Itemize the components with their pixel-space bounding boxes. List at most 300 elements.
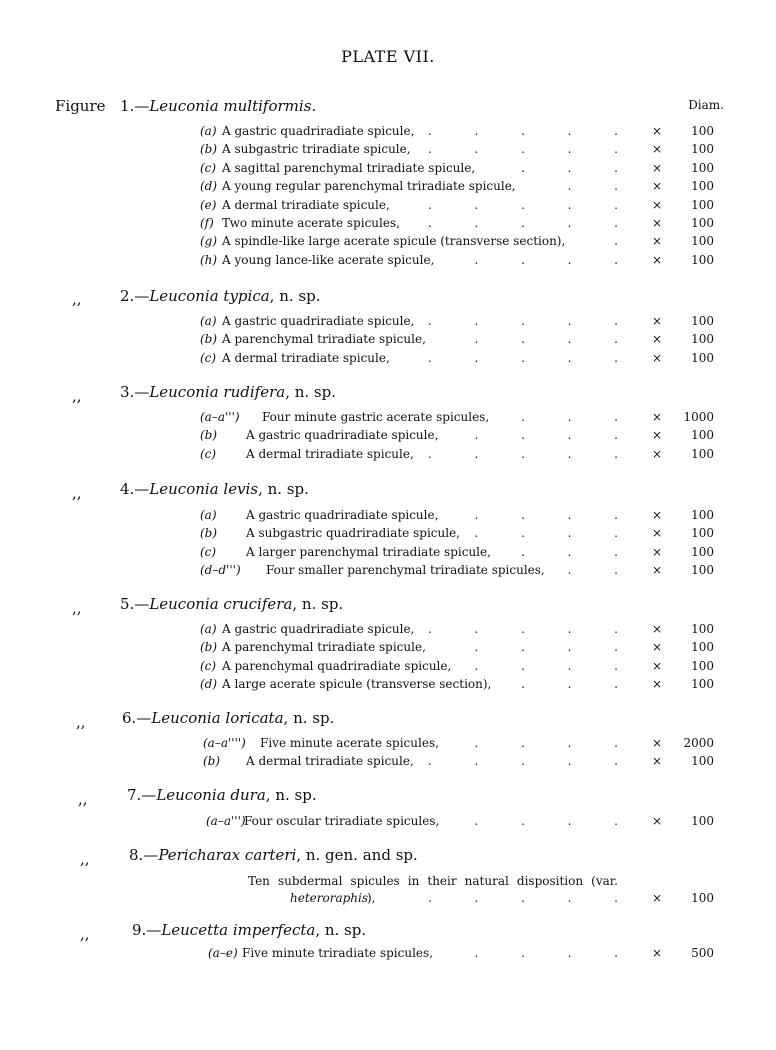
leader-dots [428, 351, 618, 365]
magnification: 100 [691, 252, 714, 267]
times-sign: × [652, 216, 663, 230]
dot: . [614, 142, 618, 157]
dot: . [614, 622, 618, 636]
times-sign: × [652, 234, 663, 249]
spicule-row [0, 253, 776, 271]
item-label: (b) [200, 640, 218, 655]
dot: . [521, 946, 525, 960]
ditto-mark: ,, [78, 790, 88, 808]
leader-dots [428, 622, 618, 636]
ditto-mark: ,, [76, 713, 86, 731]
times-sign: × [652, 544, 663, 559]
times-sign: × [652, 658, 663, 673]
figure-number: 1.— [120, 97, 150, 115]
dot: . [567, 446, 572, 461]
dot: . [614, 428, 618, 443]
leader-dots [428, 410, 618, 424]
times-sign: × [652, 446, 663, 461]
item-description: Four oscular triradiate spicules, [244, 814, 440, 828]
species-suffix: , n. sp. [285, 383, 336, 401]
dot: . [474, 658, 479, 673]
dot: . [614, 410, 618, 424]
item-description: Five minute acerate spicules, [260, 736, 439, 750]
species-name: Leuconia loricata [151, 709, 284, 727]
magnification: 100 [691, 179, 714, 194]
item-description: A dermal triradiate spicule, [222, 350, 390, 365]
dot: . [474, 736, 479, 750]
item-label: (d) [200, 677, 218, 692]
dot: . [428, 891, 432, 905]
dot: . [567, 946, 572, 960]
figure-number: 5.— [120, 595, 150, 613]
dot: . [614, 446, 618, 461]
dot: . [521, 446, 525, 461]
leader-dots [428, 736, 618, 750]
item-description: A young lance-like acerate spicule, [222, 252, 435, 267]
dot: . [614, 736, 618, 750]
spicule-row [0, 563, 776, 581]
dot: . [521, 410, 525, 424]
dot: . [428, 142, 432, 157]
leader-dots [428, 508, 618, 522]
species-name: Leuconia multiformis. [149, 97, 317, 115]
figure-1-heading [120, 97, 316, 115]
item-label: (c) [200, 658, 217, 673]
spicule-row [0, 351, 776, 369]
dot: . [567, 526, 572, 541]
item-description: A gastric quadriradiate spicule, [222, 124, 415, 138]
dot: . [567, 622, 572, 636]
dot: . [474, 142, 479, 157]
spicule-row [0, 314, 776, 332]
spicule-row [0, 814, 776, 832]
spicule-row [0, 410, 776, 428]
dot: . [474, 814, 479, 828]
dot: . [614, 544, 618, 559]
item-description: A young regular parenchymal triradiate spicule, [222, 179, 516, 194]
magnification: 100 [691, 350, 714, 365]
dot: . [474, 124, 479, 138]
item-description: A sagittal parenchymal triradiate spicule, [222, 160, 476, 175]
times-sign: × [652, 160, 663, 175]
dot: . [521, 160, 525, 175]
leader-dots [428, 161, 618, 175]
times-sign: × [652, 197, 663, 212]
spicule-row [0, 508, 776, 526]
leader-dots [428, 216, 618, 230]
magnification: 100 [691, 891, 714, 905]
species-suffix: , n. sp. [283, 709, 335, 727]
leader-dots [428, 447, 618, 461]
spicule-row [0, 332, 776, 350]
times-sign: × [652, 508, 663, 522]
item-description: A dermal triradiate spicule, [246, 446, 414, 461]
dot: . [614, 350, 618, 365]
times-sign: × [652, 677, 663, 692]
species-suffix: , n. sp. [292, 595, 344, 613]
magnification: 2000 [683, 736, 714, 750]
dot: . [428, 446, 432, 461]
item-description: A gastric quadriradiate spicule, [246, 508, 439, 522]
item-label: (c) [200, 160, 217, 175]
species-name: Leuconia crucifera [149, 595, 293, 613]
dot: . [614, 946, 618, 960]
dot: . [567, 814, 572, 828]
figure-number: 9.— [132, 921, 162, 939]
item-label: (e) [200, 197, 217, 212]
magnification: 100 [691, 814, 714, 828]
dot: . [521, 640, 525, 655]
dot: . [567, 350, 572, 365]
dot: . [474, 252, 479, 267]
dot: . [521, 754, 525, 769]
dot: . [614, 314, 618, 328]
dot: . [521, 350, 525, 365]
item-label: (a) [200, 314, 217, 328]
species-suffix: , n. sp. [258, 480, 309, 498]
dot: . [428, 124, 432, 138]
spicule-row [0, 198, 776, 216]
spicule-row [0, 142, 776, 160]
dot: . [428, 197, 432, 212]
ditto-mark: ,, [72, 290, 82, 308]
item-description: A gastric quadriradiate spicule, [222, 314, 415, 328]
magnification: 100 [691, 508, 714, 522]
leader-dots [428, 563, 618, 577]
dot: . [614, 526, 618, 541]
magnification: 100 [691, 526, 714, 541]
leader-dots [428, 754, 618, 768]
item-description: A subgastric quadriradiate spicule, [246, 526, 460, 541]
dot: . [521, 622, 525, 636]
spicule-row [0, 428, 776, 446]
item-label: (a–a''') [200, 410, 240, 424]
item-label: (a) [200, 508, 217, 522]
dot: . [521, 526, 525, 541]
figure-2-heading [120, 287, 320, 305]
dot: . [567, 160, 572, 175]
times-sign: × [652, 622, 663, 636]
dot: . [521, 142, 525, 157]
dot: . [474, 314, 479, 328]
magnification: 100 [691, 160, 714, 175]
species-name: Leuconia dura [156, 786, 266, 804]
magnification: 100 [691, 216, 714, 230]
item-description: A parenchymal triradiate spicule, [222, 332, 426, 347]
leader-dots [428, 198, 618, 212]
magnification: 1000 [683, 410, 714, 424]
dot: . [474, 428, 479, 443]
dot: . [521, 677, 525, 692]
magnification: 100 [691, 142, 714, 157]
dot: . [474, 946, 479, 960]
species-suffix: , n. sp. [315, 921, 367, 939]
dot: . [567, 640, 572, 655]
item-label: (b) [200, 142, 218, 157]
dot: . [614, 252, 618, 267]
item-description: A large acerate spicule (transverse section), [222, 677, 492, 692]
leader-dots [428, 124, 618, 138]
dot: . [614, 179, 618, 194]
dot: . [567, 736, 572, 750]
item-label: (g) [200, 234, 218, 249]
magnification: 100 [691, 640, 714, 655]
ditto-mark: ,, [72, 599, 82, 617]
times-sign: × [652, 179, 663, 194]
species-name: Leuconia rudifera [149, 383, 286, 401]
item-description: Four minute gastric acerate spicules, [262, 410, 490, 424]
item-label: (b) [200, 332, 218, 347]
figure-8-line-2 [0, 891, 776, 909]
item-label: (h) [200, 252, 218, 267]
dot: . [567, 891, 572, 905]
spicule-row [0, 677, 776, 695]
spicule-row [0, 640, 776, 658]
leader-dots [428, 179, 618, 193]
ditto-mark: ,, [72, 484, 82, 502]
times-sign: × [652, 428, 663, 443]
dot: . [474, 332, 479, 347]
leader-dots [428, 891, 618, 905]
dot: . [567, 563, 572, 578]
spicule-row [0, 736, 776, 754]
dot: . [614, 814, 618, 828]
dot: . [474, 622, 479, 636]
item-label: (a) [200, 622, 217, 636]
item-label: (a–a'''') [203, 736, 246, 750]
species-suffix: , n. sp. [265, 786, 317, 804]
dot: . [428, 350, 432, 365]
dot: . [474, 446, 479, 461]
dot: . [614, 658, 618, 673]
dot: . [521, 544, 525, 559]
species-name: Leuconia levis [149, 480, 259, 498]
dot: . [428, 314, 432, 328]
figure-8-heading [129, 846, 418, 864]
item-label: (a–a''') [206, 814, 246, 828]
item-label: (f) [200, 216, 214, 230]
times-sign: × [652, 640, 663, 655]
times-sign: × [652, 252, 663, 267]
item-label: (c) [200, 446, 217, 461]
dot: . [567, 410, 572, 424]
figure-4-heading [120, 480, 309, 498]
times-sign: × [652, 410, 663, 424]
spicule-row [0, 447, 776, 465]
magnification: 100 [691, 622, 714, 636]
spicule-row [0, 234, 776, 252]
leader-dots [428, 545, 618, 559]
item-description: Five minute triradiate spicules, [242, 946, 434, 960]
dot: . [521, 332, 525, 347]
magnification: 100 [691, 332, 714, 347]
dot: . [521, 197, 525, 212]
species-suffix: , n. sp. [269, 287, 321, 305]
item-label: (d–d''') [200, 563, 241, 578]
dot: . [567, 428, 572, 443]
times-sign: × [652, 736, 663, 750]
leader-dots [428, 946, 618, 960]
dot: . [474, 508, 479, 522]
figure-5-heading [120, 595, 343, 613]
species-name: Pericharax carteri [158, 846, 297, 864]
dot: . [614, 124, 618, 138]
figure-number: 3.— [120, 383, 150, 401]
dot: . [614, 563, 618, 578]
species-suffix: , n. gen. and sp. [296, 846, 418, 864]
magnification: 100 [691, 677, 714, 692]
figure-9-heading [132, 921, 366, 939]
item-description: A subgastric triradiate spicule, [222, 142, 411, 157]
dot: . [474, 350, 479, 365]
figure-number: 4.— [120, 480, 150, 498]
figure-number: 2.— [120, 287, 150, 305]
times-sign: × [652, 142, 663, 157]
spicule-row [0, 179, 776, 197]
dot: . [521, 314, 525, 328]
dot: . [474, 197, 479, 212]
species-name: Leucetta imperfecta [161, 921, 316, 939]
times-sign: × [652, 350, 663, 365]
dot: . [614, 640, 618, 655]
dot: . [567, 124, 572, 138]
item-description: A gastric quadriradiate spicule, [246, 428, 439, 443]
dot: . [474, 640, 479, 655]
figure-number: 7.— [127, 786, 157, 804]
dot: . [567, 197, 572, 212]
times-sign: × [652, 124, 663, 138]
times-sign: × [652, 314, 663, 328]
variety-name: heteroraphis [290, 891, 369, 905]
figure-7-heading [127, 786, 317, 804]
leader-dots [428, 640, 618, 654]
ditto-mark: ,, [80, 850, 90, 868]
dot: . [474, 216, 479, 230]
dot: . [614, 216, 618, 230]
dot: . [521, 508, 525, 522]
dot: . [614, 197, 618, 212]
times-sign: × [652, 332, 663, 347]
item-description: A dermal triradiate spicule, [222, 197, 390, 212]
leader-dots [428, 526, 618, 540]
figure-number: 6.— [122, 709, 152, 727]
leader-dots [428, 814, 618, 828]
dot: . [567, 216, 572, 230]
item-label: (b) [200, 526, 218, 541]
item-description: Two minute acerate spicules, [222, 216, 400, 230]
item-label: (a–e) [208, 946, 238, 960]
dot: . [521, 891, 525, 905]
dot: . [614, 891, 618, 905]
times-sign: × [652, 891, 663, 905]
ditto-mark: ,, [72, 387, 82, 405]
times-sign: × [652, 814, 663, 828]
dot: . [614, 754, 618, 769]
dot: . [567, 508, 572, 522]
item-label: (c) [200, 544, 217, 559]
magnification: 100 [691, 544, 714, 559]
item-description: A spindle-like large acerate spicule (transverse section), [222, 234, 566, 249]
magnification: 100 [691, 197, 714, 212]
spicule-row [0, 545, 776, 563]
magnification: 100 [691, 446, 714, 461]
dot: . [521, 252, 525, 267]
dot: . [567, 332, 572, 347]
leader-dots [428, 428, 618, 442]
magnification: 100 [691, 754, 714, 769]
dot: . [428, 216, 432, 230]
magnification: 100 [691, 658, 714, 673]
dot: . [567, 179, 572, 194]
dot: . [428, 622, 432, 636]
item-description: Four smaller parenchymal triradiate spicules, [266, 563, 545, 578]
times-sign: × [652, 754, 663, 769]
item-description: A parenchymal triradiate spicule, [222, 640, 426, 655]
dot: . [474, 526, 479, 541]
figure-8-line-1: Ten subdermal spicules in their natural disposition (var. [248, 874, 618, 888]
dot: . [567, 252, 572, 267]
leader-dots [428, 234, 618, 248]
ditto-mark: ,, [80, 925, 90, 943]
times-sign: × [652, 526, 663, 541]
dot: . [567, 658, 572, 673]
dot: . [474, 754, 479, 769]
dot: . [614, 677, 618, 692]
item-label: (a) [200, 124, 217, 138]
dot: . [521, 658, 525, 673]
figure-6-heading [122, 709, 334, 727]
figure-8-description [248, 874, 618, 888]
dot: . [614, 234, 618, 249]
item-label: (c) [200, 350, 217, 365]
spicule-row [0, 124, 776, 142]
dot: . [521, 736, 525, 750]
times-sign: × [652, 946, 663, 960]
item-description: A dermal triradiate spicule, [246, 754, 414, 769]
spicule-row [0, 622, 776, 640]
dot: . [614, 332, 618, 347]
item-description: A gastric quadriradiate spicule, [222, 622, 415, 636]
figure-word: Figure [55, 97, 106, 115]
magnification: 100 [691, 563, 714, 578]
times-sign: × [652, 563, 663, 578]
spicule-row [0, 659, 776, 677]
magnification: 100 [691, 314, 714, 328]
variety-close: ), [367, 891, 376, 905]
diam-header: Diam. [688, 98, 724, 112]
dot: . [428, 754, 432, 769]
dot: . [567, 754, 572, 769]
magnification: 100 [691, 124, 714, 138]
dot: . [614, 508, 618, 522]
spicule-row [0, 216, 776, 234]
dot: . [521, 124, 525, 138]
species-name: Leuconia typica [149, 287, 270, 305]
dot: . [474, 891, 479, 905]
item-description: A larger parenchymal triradiate spicule, [246, 544, 491, 559]
leader-dots [428, 659, 618, 673]
magnification: 100 [691, 428, 714, 443]
spicule-row [0, 161, 776, 179]
leader-dots [428, 332, 618, 346]
dot: . [567, 314, 572, 328]
figure-3-heading [120, 383, 336, 401]
figure-number: 8.— [129, 846, 159, 864]
dot: . [614, 160, 618, 175]
dot: . [567, 142, 572, 157]
magnification: 500 [691, 946, 714, 960]
leader-dots [428, 677, 618, 691]
